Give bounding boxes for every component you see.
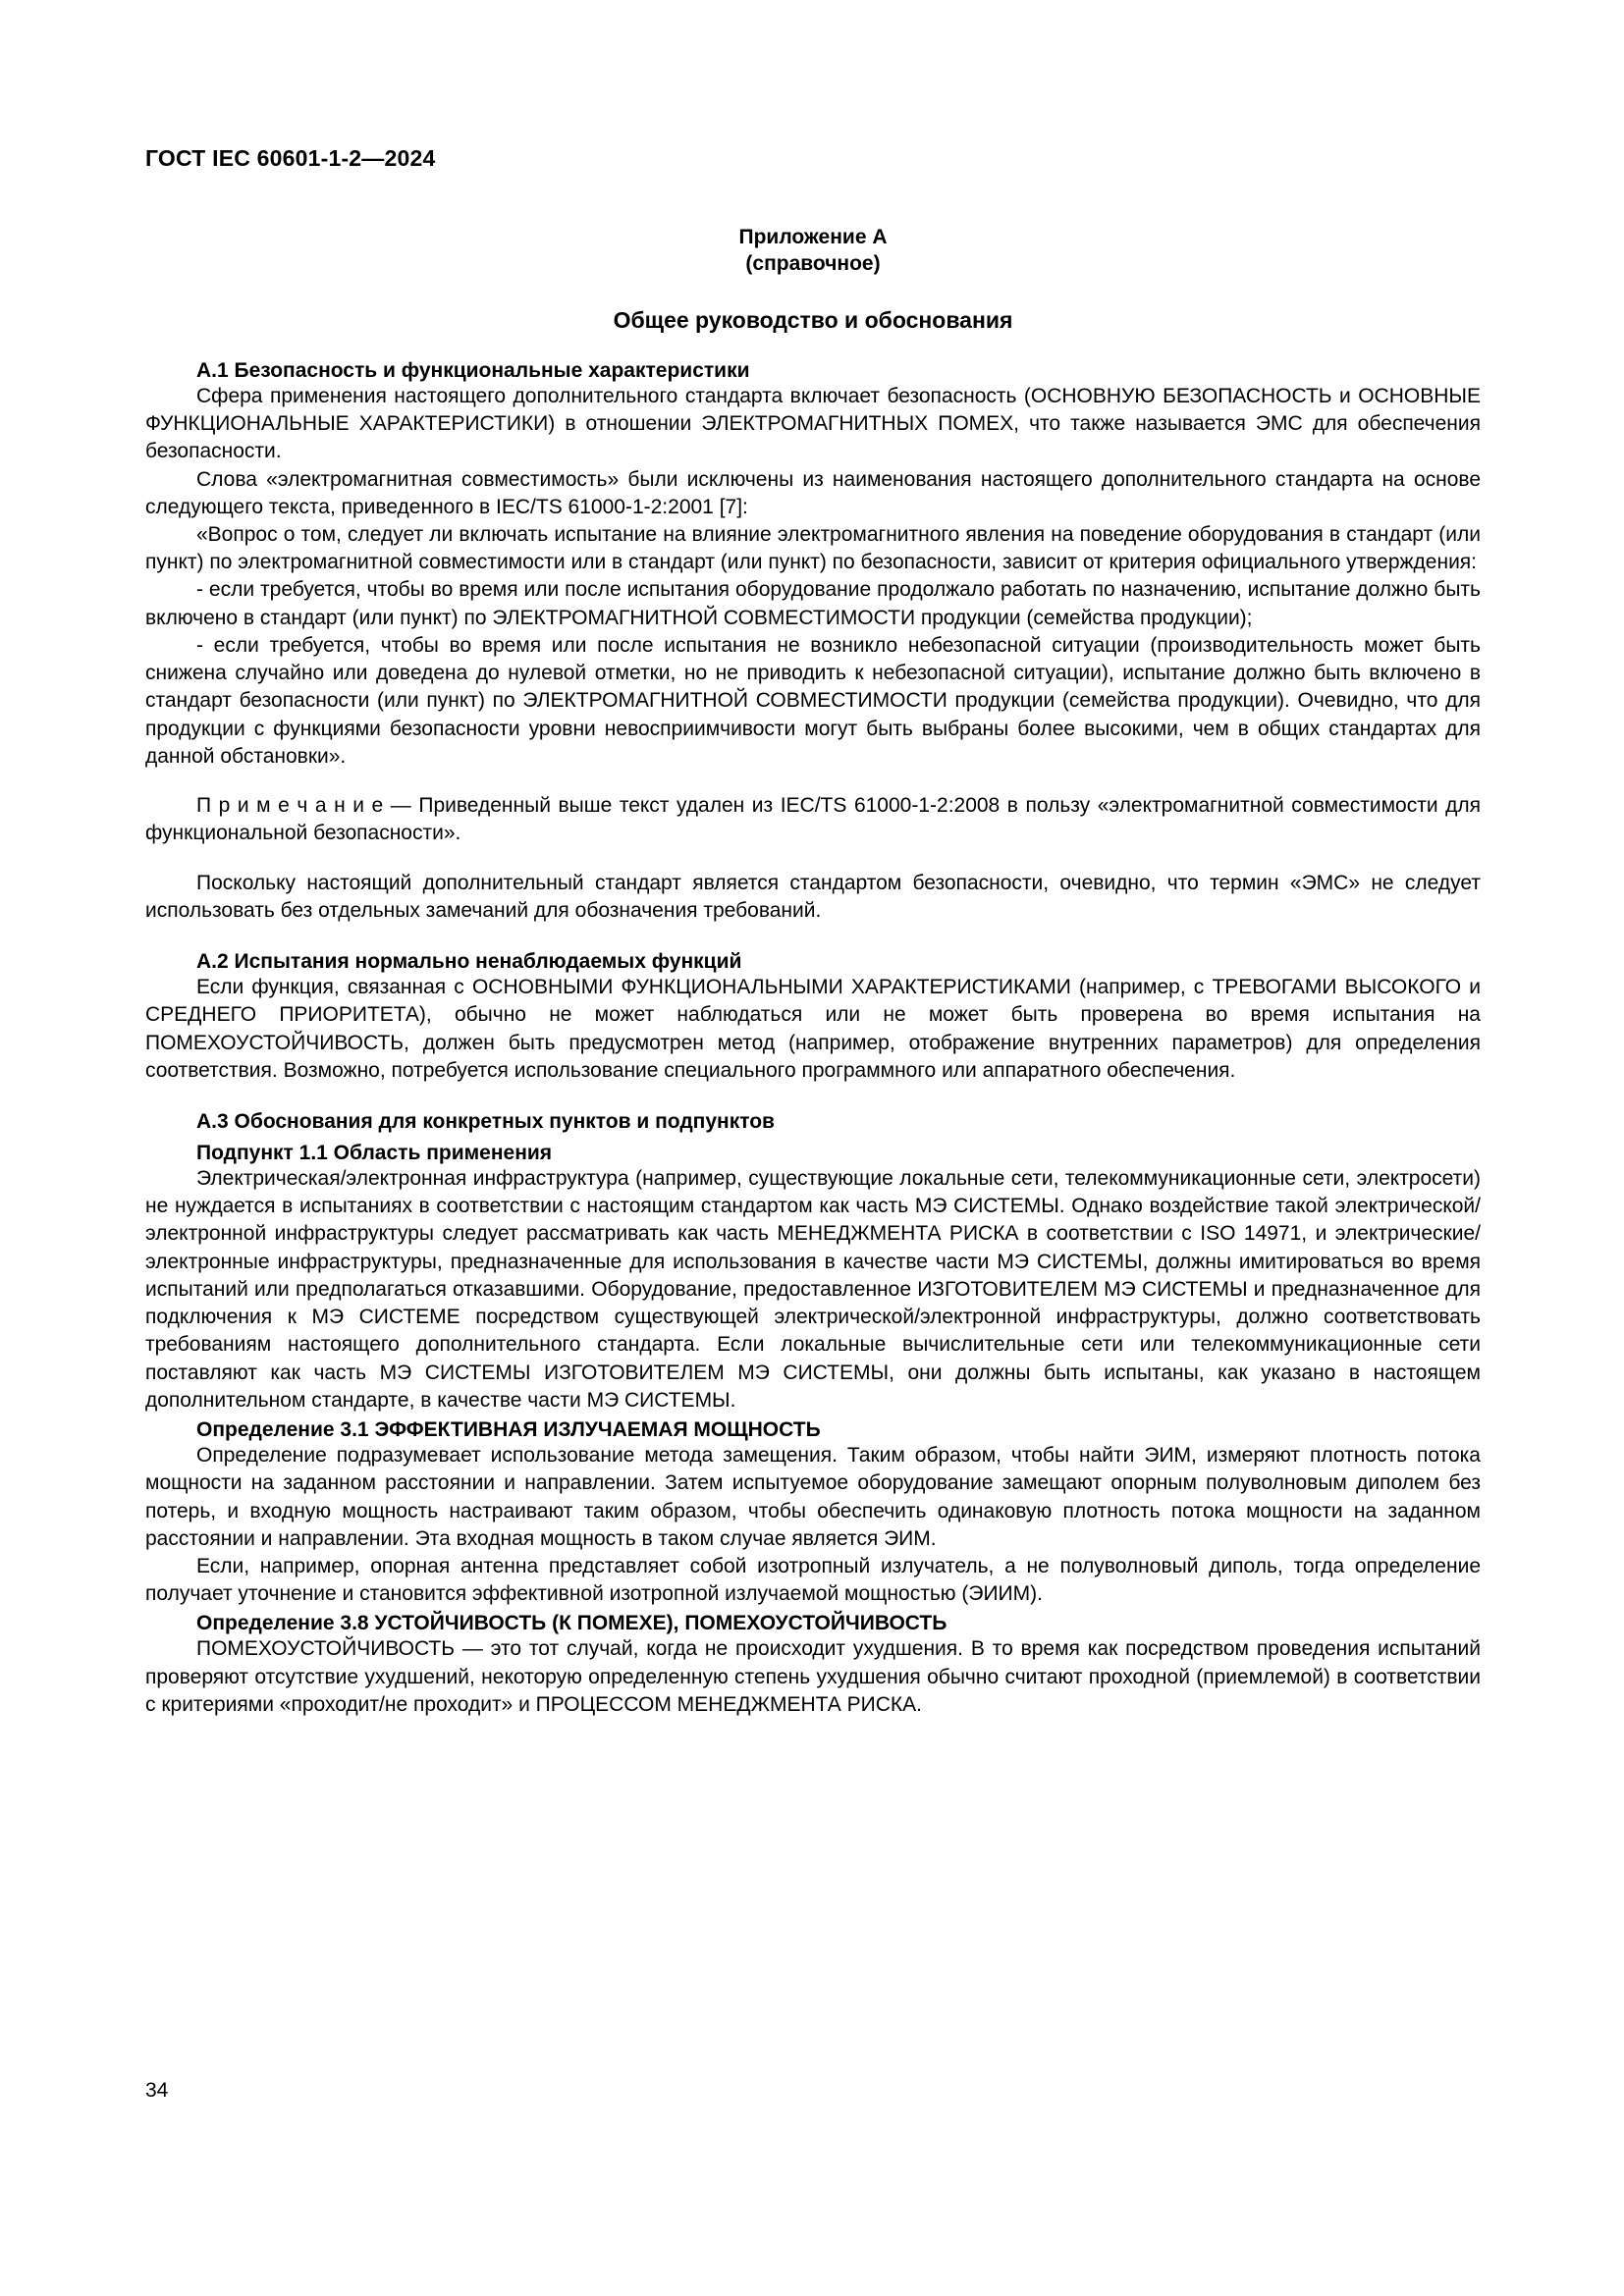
annex-heading: Общее руководство и обоснования — [613, 306, 1013, 333]
paragraph-a1-closing: Поскольку настоящий дополнительный стандарт является стандартом безопасности, очевидно, что термин «ЭМС» не следует использовать без отдельных замечаний для обозначения требований. — [145, 871, 1481, 922]
subsection-heading-3-1: Определение 3.1 ЭФФЕКТИВНАЯ ИЗЛУЧАЕМАЯ МОЩНОСТЬ — [196, 1418, 821, 1442]
paragraph-a1-3: «Вопрос о том, следует ли включать испытание на влияние электромагнитного явления на поведение оборудования в стандарт (или пункт) по электромагнитной совместимости или в стандарт (или пункт) по безопасности, зависит от критерия официального утверждения: — [145, 522, 1481, 574]
page-number: 34 — [145, 2079, 169, 2102]
paragraph-a2-1: Если функция, связанная с ОСНОВНЫМИ ФУНКЦИОНАЛЬНЫМИ ХАРАКТЕРИСТИКАМИ (например, с ТРЕВОГАМИ ВЫСОКОГО и СРЕДНЕГО ПРИОРИТЕТА), обычно не может наблюдаться или не может быть проверена во время испытания на ПОМЕХОУСТОЙЧИВОСТЬ, должен быть предусмотрен метод (например, отображение внутренних параметров) для определения соответствия. Возможно, потребуется использование специального программного или аппаратного обеспечения. — [145, 976, 1481, 1082]
paragraph-a1-2: Слова «электромагнитная совместимость» были исключены из наименования настоящего дополнительного стандарта на основе следующего текста, приведенного в IEC/TS 61000-1-2:2001 [7]: — [145, 467, 1481, 518]
paragraph-a1-4: - если требуется, чтобы во время или после испытания оборудование продолжало работать по назначению, испытание должно быть включено в стандарт (или пункт) по ЭЛЕКТРОМАГНИТНОЙ СОВМЕСТИМОСТИ продукции (семейства продукции); — [145, 578, 1481, 629]
section-heading-a1: А.1 Безопасность и функциональные характеристики — [196, 358, 750, 382]
note-a1: П р и м е ч а н и е — Приведенный выше текст удален из IEC/TS 61000-1-2:2008 в пользу «электромагнитной совместимости для функциональной безопасности». — [145, 794, 1481, 845]
document-header: ГОСТ IEC 60601-1-2—2024 — [145, 145, 436, 171]
section-heading-a3: А.3 Обоснования для конкретных пунктов и подпунктов — [196, 1109, 775, 1133]
page-content — [145, 0, 1481, 1719]
subsection-heading-3-8: Определение 3.8 УСТОЙЧИВОСТЬ (К ПОМЕХЕ), ПОМЕХОУСТОЙЧИВОСТЬ — [196, 1612, 947, 1635]
paragraph-a1-5: - если требуется, чтобы во время или после испытания не возникло небезопасной ситуации (производительность может быть снижена случайно или доведена до нулевой отметки, но не приводить к небезопасной ситуации), испытание должно быть включено в стандарт безопасности (или пункт) по ЭЛЕКТРОМАГНИТНОЙ СОВМЕСТИМОСТИ продукции (семейства продукции). Очевидно, что для продукции с функциями безопасности уровни невосприимчивости могут быть выбраны более высокими, чем в общих стандартах для данной обстановки». — [145, 633, 1481, 768]
paragraph-a3-2-1: Определение подразумевает использование метода замещения. Таким образом, чтобы найти ЭИМ, измеряют плотность потока мощности на заданном расстоянии и направлении. Затем испытуемое оборудование замещают опорным полуволновым диполем без потерь, и входную мощность настраивают таким образом, чтобы обеспечить одинаковую плотность потока мощности на заданном расстоянии и направлении. Эта входная мощность в таком случае является ЭИМ. — [145, 1444, 1481, 1550]
paragraph-a3-2-2: Если, например, опорная антенна представляет собой изотропный излучатель, а не полуволновый диполь, тогда определение получает уточнение и становится эффективной изотропной излучаемой мощностью (ЭИИМ). — [145, 1555, 1481, 1606]
paragraph-a3-1-1: Электрическая/электронная инфраструктура (например, существующие локальные сети, телекоммуникационные сети, электросети) не нуждается в испытаниях в соответствии с настоящим стандартом как часть МЭ СИСТЕМЫ. Однако воздействие такой электрической/электронной инфраструктуры следует рассматривать как часть МЕНЕДЖМЕНТА РИСКА в соответствии с ISO 14971, и электрические/электронные инфраструктуры, предназначенные для использования в качестве части МЭ СИСТЕМЫ, должны имитироваться во время испытаний или предполагаться отказавшими. Оборудование, предоставленное ИЗГОТОВИТЕЛЕМ МЭ СИСТЕМЫ и предназначенное для подключения к МЭ СИСТЕМЕ посредством существующей электрической/электронной инфраструктуры, должно соответствовать требованиям настоящего дополнительного стандарта. Если локальные вычислительные сети или телекоммуникационные сети поставляют как часть МЭ СИСТЕМЫ ИЗГОТОВИТЕЛЕМ МЭ СИСТЕМЫ, они должны быть испытаны, как указано в настоящем дополнительном стандарте, в качестве части МЭ СИСТЕМЫ. — [145, 1166, 1481, 1412]
subsection-heading-1-1: Подпункт 1.1 Область применения — [196, 1141, 553, 1164]
section-heading-a2: А.2 Испытания нормально ненаблюдаемых функций — [196, 950, 742, 974]
annex-title: Приложение А — [738, 226, 888, 248]
annex-subtitle: (справочное) — [745, 251, 881, 275]
paragraph-a3-3-1: ПОМЕХОУСТОЙЧИВОСТЬ — это тот случай, когда не происходит ухудшения. В то время как посредством проведения испытаний проверяют отсутствие ухудшений, некоторую определенную степень ухудшения обычно считают проходной (приемлемой) в соответствии с критериями «проходит/не проходит» и ПРОЦЕССОМ МЕНЕДЖМЕНТА РИСКА. — [145, 1637, 1481, 1716]
paragraph-a1-1: Сфера применения настоящего дополнительного стандарта включает безопасность (ОСНОВНУЮ БЕЗОПАСНОСТЬ и ОСНОВНЫЕ ФУНКЦИОНАЛЬНЫЕ ХАРАКТЕРИСТИКИ) в отношении ЭЛЕКТРОМАГНИТНЫХ ПОМЕХ, что также называется ЭМС для обеспечения безопасности. — [145, 384, 1481, 463]
